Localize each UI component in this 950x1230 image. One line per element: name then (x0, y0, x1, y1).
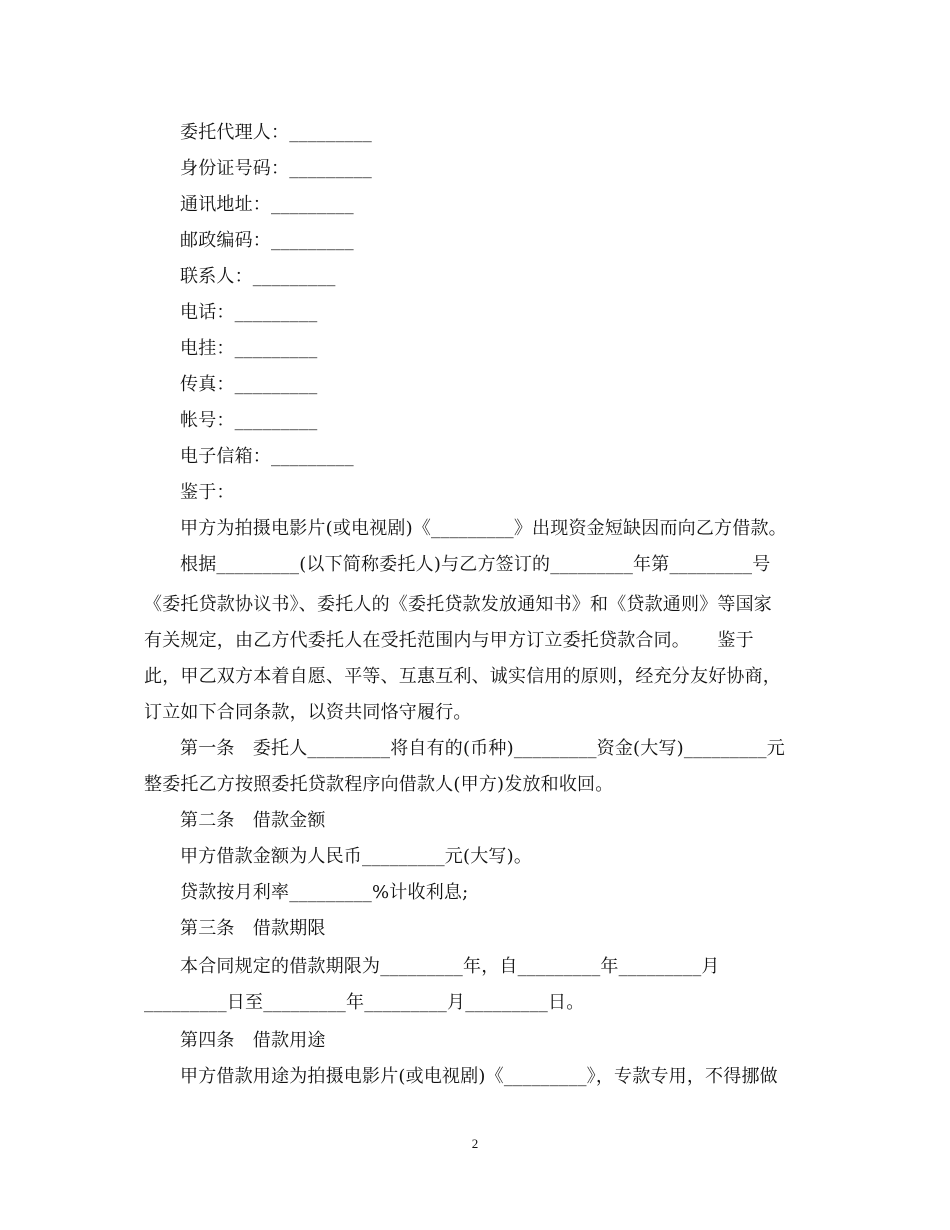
paragraph-line: 甲方为拍摄电影片(或电视剧)《_________》出现资金短缺因而向乙方借款。 (180, 518, 787, 539)
article-4-heading: 第四条 借款用途 (180, 1030, 326, 1051)
article-1: 第一条 委托人_________将自有的(币种)_________资金(大写)_________元 (180, 738, 785, 759)
field-agent: 委托代理人：_________ (180, 122, 372, 143)
paragraph-line: 甲方借款金额为人民币_________元(大写)。 (180, 846, 533, 867)
paragraph-line: _________日至_________年_________月_________日。 (144, 992, 585, 1013)
field-fax: 传真：_________ (180, 374, 318, 395)
field-postal-code: 邮政编码：_________ (180, 230, 354, 251)
page-number: 2 (471, 1136, 479, 1151)
field-contact: 联系人：_________ (180, 266, 336, 287)
paragraph-line: 本合同规定的借款期限为_________年，自_________年_________月 (180, 956, 720, 977)
field-address: 通讯地址：_________ (180, 194, 354, 215)
paragraph-line: 《委托贷款协议书》、委托人的《委托贷款发放通知书》和《贷款通则》等国家 (144, 594, 772, 615)
whereas-heading: 鉴于： (180, 482, 235, 503)
field-email: 电子信箱：_________ (180, 446, 354, 467)
paragraph-line: 甲方借款用途为拍摄电影片(或电视剧)《_________》，专款专用，不得挪做 (180, 1066, 778, 1087)
field-account: 帐号：_________ (180, 410, 318, 431)
paragraph-line: 有关规定，由乙方代委托人在受托范围内与甲方订立委托贷款合同。 鉴于 (144, 630, 754, 651)
paragraph-line: 此，甲乙双方本着自愿、平等、互惠互利、诚实信用的原则，经充分友好协商， (144, 666, 781, 687)
field-phone: 电话：_________ (180, 302, 318, 323)
article-3-heading: 第三条 借款期限 (180, 918, 326, 939)
field-cable: 电挂：_________ (180, 338, 318, 359)
paragraph-line: 贷款按月利率_________%计收利息; (180, 882, 469, 903)
article-2-heading: 第二条 借款金额 (180, 810, 326, 831)
paragraph-line: 整委托乙方按照委托贷款程序向借款人(甲方)发放和收回。 (144, 774, 614, 795)
field-id-number: 身份证号码：_________ (180, 158, 372, 179)
paragraph-line: 订立如下合同条款，以资共同恪守履行。 (144, 702, 472, 723)
paragraph-line: 根据_________(以下简称委托人)与乙方签订的_________年第_________号 (180, 554, 771, 575)
